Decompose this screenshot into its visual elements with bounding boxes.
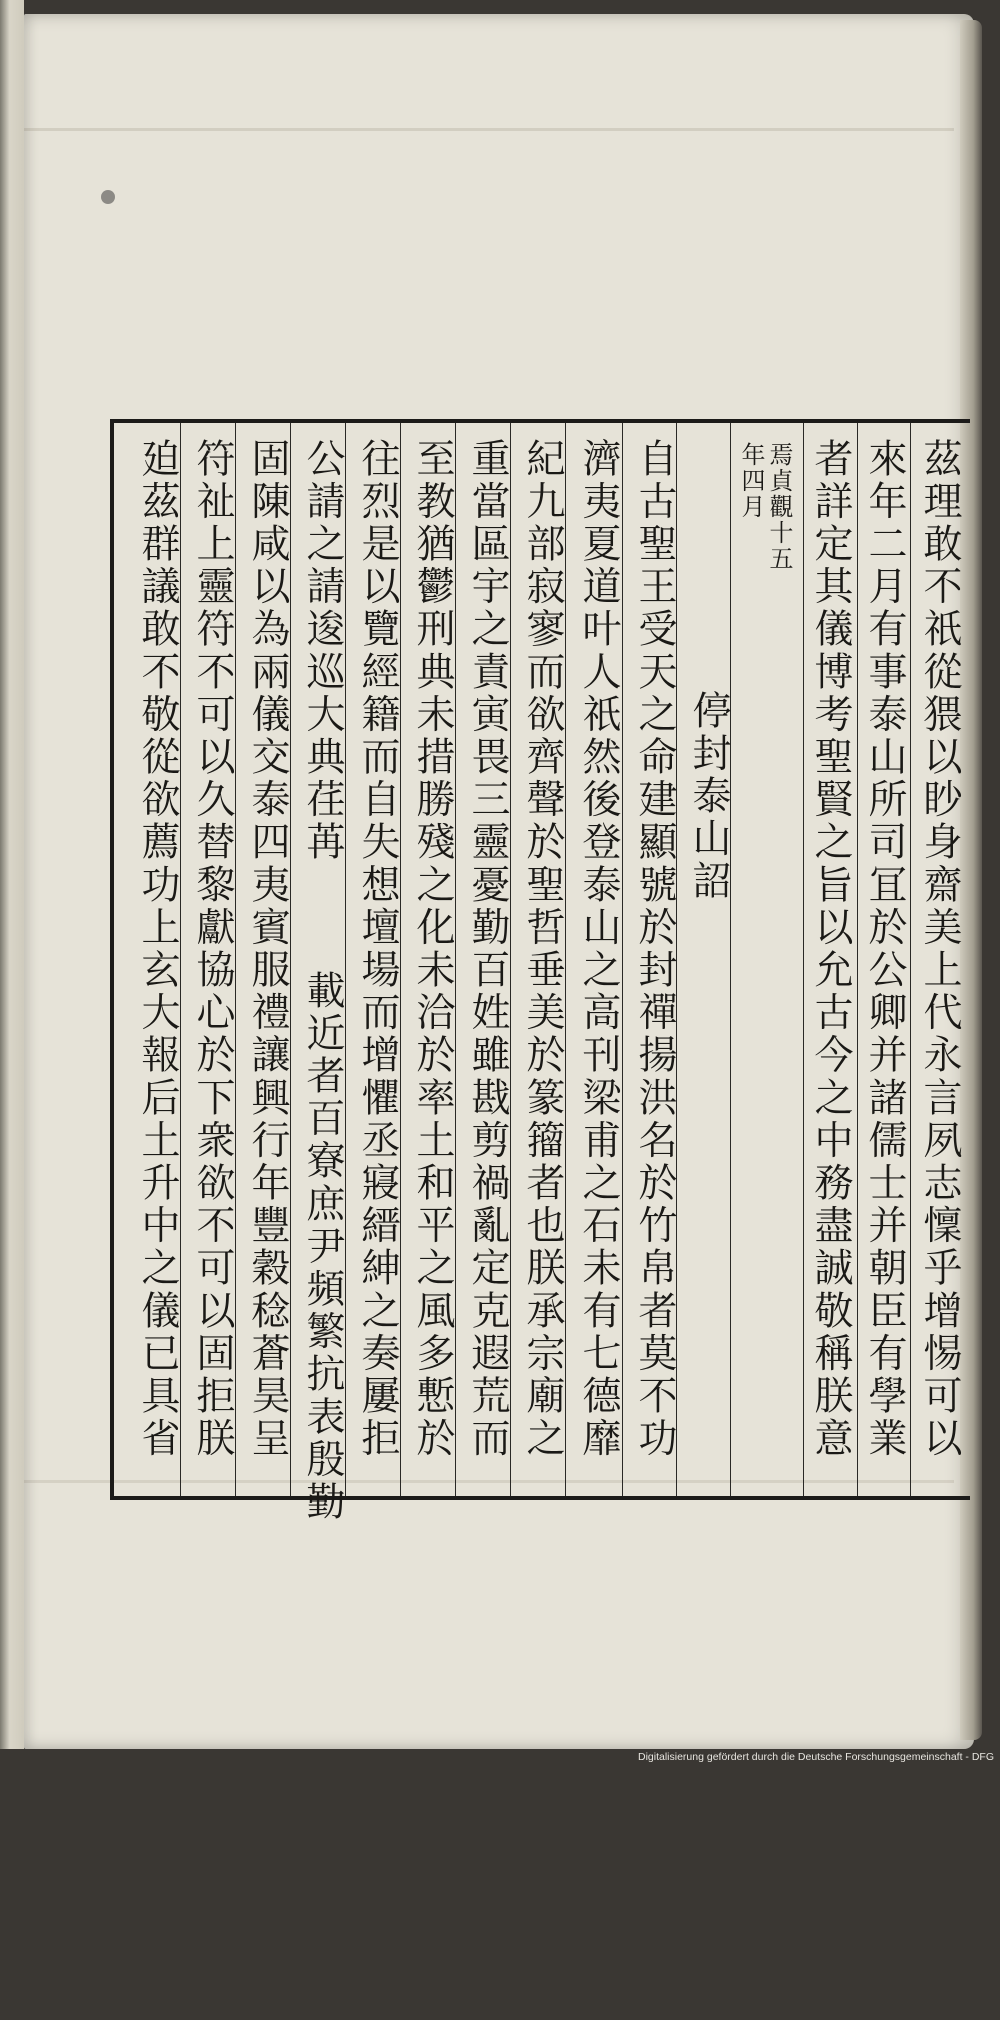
text-column-10: 至教猶鬱刑典未措勝殘之化未洽於率土和平之風多慙於 <box>410 438 455 1461</box>
column-rule <box>622 423 623 1496</box>
text-column-11: 往烈是以覽經籍而自失想壇場而增懼丞寢縉紳之奏屢拒 <box>355 438 400 1461</box>
text-column-13: 固陳咸以為兩儀交泰四夷賓服禮讓興行年豐穀稔蒼昊呈 <box>245 438 290 1461</box>
text-column-12a: 公請之請逡巡大典荏苒 <box>300 438 345 864</box>
text-column-12b: 載近者百寮庶尹頻繁抗表殷勤 <box>300 970 345 1524</box>
text-column-2: 來年二月有事泰山所司冝於公卿并諸儒士并朝臣有學業 <box>862 438 907 1461</box>
text-column-7: 濟夷夏道叶人祇然後登泰山之高刊梁甫之石未有七德靡 <box>576 438 621 1461</box>
edict-title: 停封泰山詔 <box>686 690 731 903</box>
date-note-line-1: 焉貞觀十五 <box>765 442 793 572</box>
date-note-line-2: 年四月 <box>737 442 765 520</box>
text-column-15: 廹茲群議敢不敬從欲薦功上玄大報后土升中之儀已具省 <box>135 438 180 1461</box>
text-column-6: 自古聖王受天之命建顯號於封禪揚洪名於竹帛者莫不功 <box>632 438 677 1461</box>
page-fold-line <box>24 128 954 131</box>
text-column-3: 者詳定其儀博考聖賢之旨以允古今之中務盡誠敬稱朕意 <box>808 438 853 1461</box>
left-page-edge <box>0 0 24 1766</box>
ink-spot <box>101 190 115 204</box>
text-column-9: 重當區宇之責寅畏三靈憂勤百姓雖戡剪禍亂定克遐荒而 <box>465 438 510 1461</box>
text-column-1: 茲理敢不祇從猥以眇身齋美上代永言夙志懍乎增惕可以 <box>917 438 962 1461</box>
column-rule <box>910 423 911 1496</box>
text-column-14: 符祉上靈符不可以久替黎獻協心於下衆欲不可以固拒朕 <box>190 438 235 1461</box>
dfg-credit: Digitalisierung gefördert durch die Deutsche Forschungsgemeinschaft - DFG <box>637 1751 994 1763</box>
text-column-8: 紀九部寂寥而欲齊聲於聖哲垂美於篆籀者也朕承宗廟之 <box>520 438 565 1461</box>
